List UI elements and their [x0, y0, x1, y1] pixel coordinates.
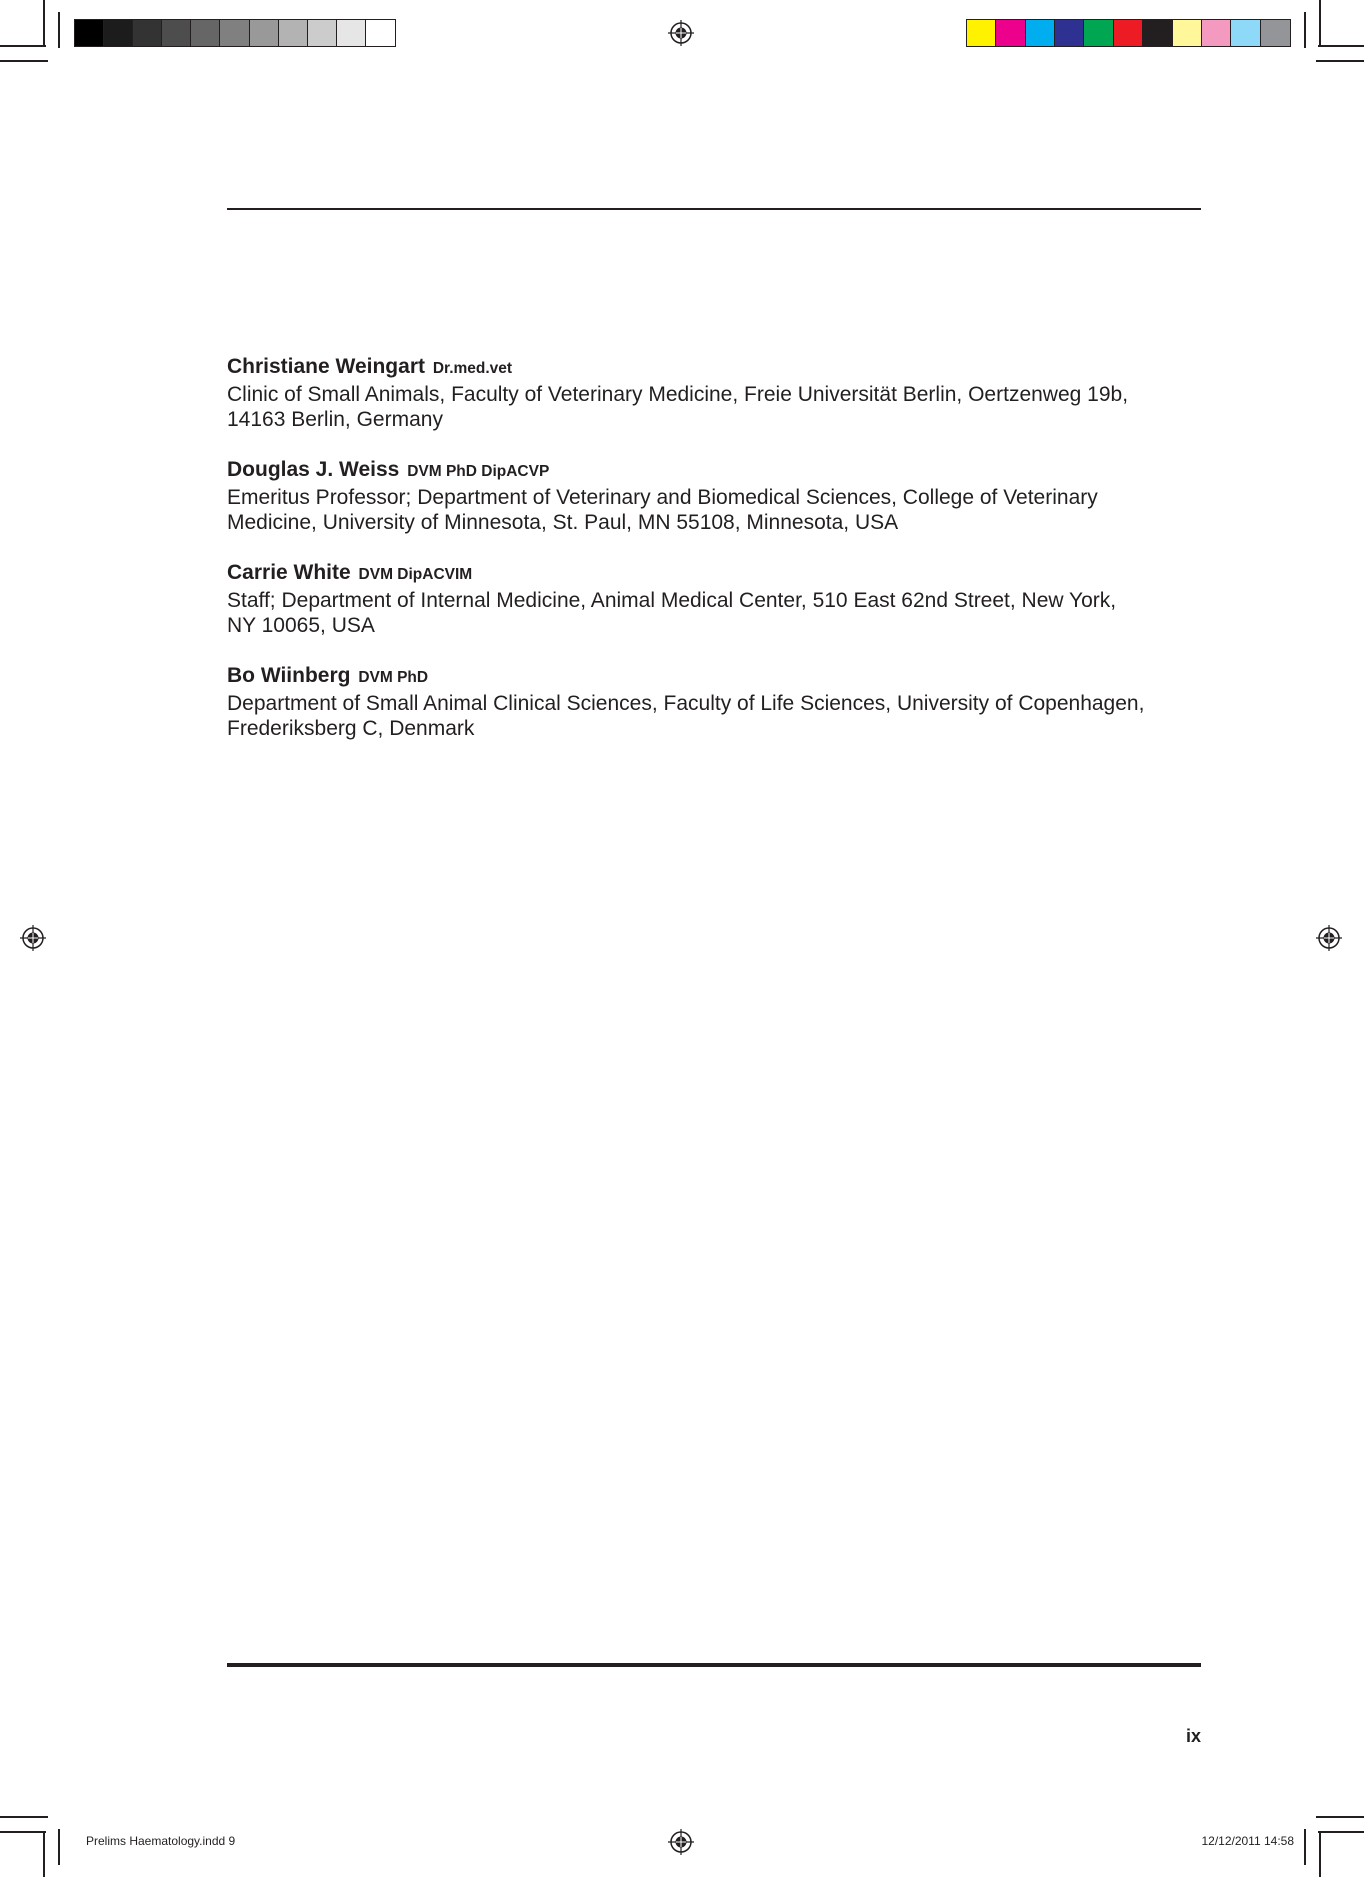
registration-target-icon [668, 1829, 694, 1855]
contributor-credentials: DVM PhD DipACVP [407, 463, 550, 480]
crop-mark [43, 0, 45, 46]
color-swatch [133, 20, 162, 46]
contributor-name-line [227, 457, 1227, 485]
crop-mark [1304, 1829, 1306, 1865]
crop-mark [1319, 1831, 1321, 1877]
contributor-affiliation: Emeritus Professor; Department of Veterinary and Biomedical Sciences, College of Veterinary Medicine, University of Minnesota, St. Paul, MN 55108, Minnesota, USA [227, 486, 1098, 534]
crop-mark [1304, 12, 1306, 48]
slug-timestamp: 12/12/2011 14:58 [1201, 1834, 1294, 1848]
crop-mark [0, 1816, 48, 1818]
contributor-name: Bo Wiinberg [227, 664, 351, 687]
color-swatch [1084, 20, 1113, 46]
contributor-affiliation: Department of Small Animal Clinical Sciences, Faculty of Life Sciences, University of Copenhagen, Frederiksberg C, Denmark [227, 692, 1145, 740]
color-swatch [220, 20, 249, 46]
crop-mark [1319, 0, 1321, 46]
color-swatch [191, 20, 220, 46]
color-swatch [366, 20, 395, 46]
crop-mark [58, 1829, 60, 1865]
color-swatch [1143, 20, 1172, 46]
top-rule [227, 208, 1201, 210]
color-swatch [967, 20, 996, 46]
contributor-name: Carrie White [227, 561, 351, 584]
registration-target-icon [1316, 925, 1342, 951]
color-swatch [1173, 20, 1202, 46]
crop-mark [0, 60, 48, 62]
contributor-affiliation: Staff; Department of Internal Medicine, Animal Medical Center, 510 East 62nd Street, New York, NY 10065, USA [227, 589, 1117, 637]
contributor-entry [227, 354, 1227, 432]
contributor-entry [227, 457, 1227, 535]
color-swatch [996, 20, 1025, 46]
contributor-entry [227, 663, 1227, 741]
crop-mark [43, 1831, 45, 1877]
contributor-name: Douglas J. Weiss [227, 458, 400, 481]
crop-mark [1318, 1831, 1364, 1833]
contributor-name-line [227, 354, 1227, 382]
contributor-name: Christiane Weingart [227, 355, 425, 378]
crop-mark [0, 45, 46, 47]
page-number: ix [1185, 1726, 1201, 1746]
registration-target-icon [668, 20, 694, 46]
registration-target-icon [20, 925, 46, 951]
contributor-entry [227, 560, 1227, 638]
color-swatch [1202, 20, 1231, 46]
contributor-affiliation: Clinic of Small Animals, Faculty of Veterinary Medicine, Freie Universität Berlin, Oertzenweg 19b, 14163 Berlin, Germany [227, 383, 1129, 431]
crop-mark [58, 12, 60, 48]
bottom-rule [227, 1663, 1201, 1667]
color-swatch [1026, 20, 1055, 46]
color-swatch [337, 20, 366, 46]
gray-color-bar [74, 19, 396, 47]
color-swatch [1055, 20, 1084, 46]
slug-file-name: Prelims Haematology.indd 9 [86, 1834, 236, 1848]
color-swatch [1261, 20, 1290, 46]
crop-mark [1318, 45, 1364, 47]
contributor-credentials: Dr.med.vet [432, 360, 513, 377]
color-swatch [162, 20, 191, 46]
color-swatch [279, 20, 308, 46]
color-swatch [1114, 20, 1143, 46]
crop-mark [1316, 60, 1364, 62]
color-swatch [104, 20, 133, 46]
color-swatch [75, 20, 104, 46]
color-swatch [1231, 20, 1260, 46]
crop-mark [0, 1831, 46, 1833]
contributor-credentials: DVM DipACVIM [358, 566, 473, 583]
contributor-list [227, 354, 1227, 766]
contributor-name-line [227, 663, 1227, 691]
process-color-bar [966, 19, 1291, 47]
contributor-credentials: DVM PhD [358, 669, 429, 686]
contributor-name-line [227, 560, 1227, 588]
color-swatch [250, 20, 279, 46]
crop-mark [1316, 1816, 1364, 1818]
color-swatch [308, 20, 337, 46]
